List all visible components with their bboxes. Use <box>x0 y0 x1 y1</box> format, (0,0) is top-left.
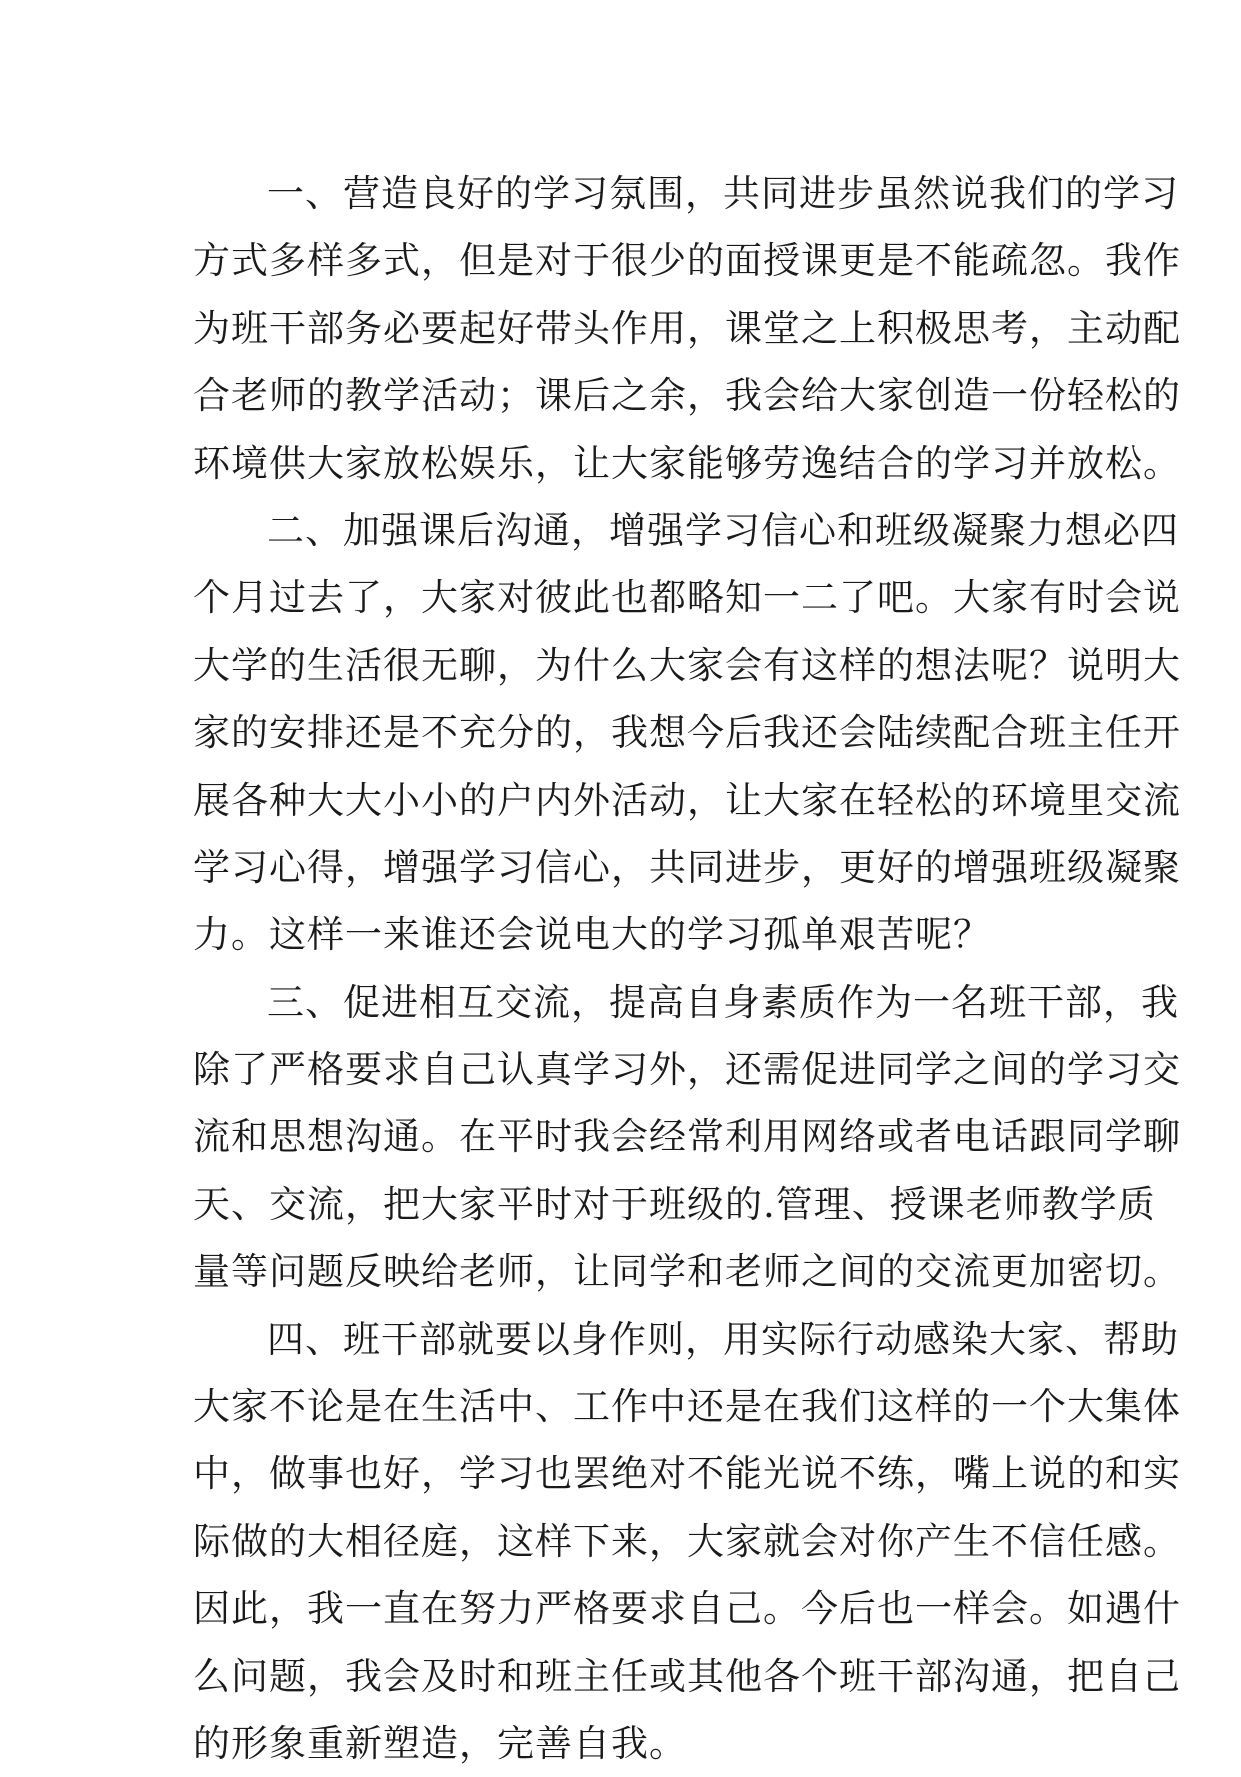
paragraph-line: 大家不论是在生活中、工作中还是在我们这样的一个大集体 <box>193 1385 1181 1429</box>
document-body <box>193 160 1181 1777</box>
paragraph-line: 力。这样一来谁还会说电大的学习孤单艰苦呢？ <box>193 913 991 957</box>
paragraph-line: 三、促进相互交流，提高自身素质作为一名班干部，我 <box>267 980 1179 1024</box>
paragraph-line: 为班干部务必要起好带头作用，课堂之上积极思考，主动配 <box>193 306 1181 350</box>
paragraph-line: 量等问题反映给老师，让同学和老师之间的交流更加密切。 <box>193 1250 1181 1294</box>
paragraph-line: 的形象重新塑造，完善自我。 <box>193 1721 687 1765</box>
paragraph-line: 天、交流，把大家平时对于班级的.管理、授课老师教学质 <box>193 1182 1156 1226</box>
paragraph-1 <box>193 160 1181 497</box>
paragraph-2 <box>193 497 1181 969</box>
paragraph-line: 环境供大家放松娱乐，让大家能够劳逸结合的学习并放松。 <box>193 441 1181 485</box>
paragraph-line: 一、营造良好的学习氛围，共同进步虽然说我们的学习 <box>267 172 1179 215</box>
paragraph-line: 际做的大相径庭，这样下来，大家就会对你产生不信任感。 <box>193 1519 1181 1563</box>
paragraph-line: 么问题，我会及时和班主任或其他各个班干部沟通，把自己 <box>193 1654 1181 1698</box>
paragraph-line: 四、班干部就要以身作则，用实际行动感染大家、帮助 <box>267 1317 1179 1361</box>
paragraph-line: 方式多样多式，但是对于很少的面授课更是不能疏忽。我作 <box>193 239 1181 283</box>
paragraph-line: 合老师的教学活动；课后之余，我会给大家创造一份轻松的 <box>193 374 1181 418</box>
paragraph-line: 二、加强课后沟通，增强学习信心和班级凝聚力想必四 <box>267 508 1179 552</box>
paragraph-3 <box>193 969 1181 1306</box>
paragraph-line: 大学的生活很无聊，为什么大家会有这样的想法呢？说明大 <box>193 643 1181 687</box>
paragraph-line: 展各种大大小小的户内外活动，让大家在轻松的环境里交流 <box>193 778 1181 822</box>
paragraph-line: 中，做事也好，学习也罢绝对不能光说不练，嘴上说的和实 <box>193 1452 1181 1496</box>
paragraph-line: 除了严格要求自己认真学习外，还需促进同学之间的学习交 <box>193 1048 1181 1092</box>
paragraph-line: 流和思想沟通。在平时我会经常利用网络或者电话跟同学聊 <box>193 1115 1181 1159</box>
paragraph-line: 个月过去了，大家对彼此也都略知一二了吧。大家有时会说 <box>193 576 1181 620</box>
paragraph-line: 学习心得，增强学习信心，共同进步，更好的增强班级凝聚 <box>193 845 1181 889</box>
paragraph-4 <box>193 1306 1181 1777</box>
paragraph-line: 家的安排还是不充分的，我想今后我还会陆续配合班主任开 <box>193 711 1181 755</box>
paragraph-line: 因此，我一直在努力严格要求自己。今后也一样会。如遇什 <box>193 1587 1181 1631</box>
